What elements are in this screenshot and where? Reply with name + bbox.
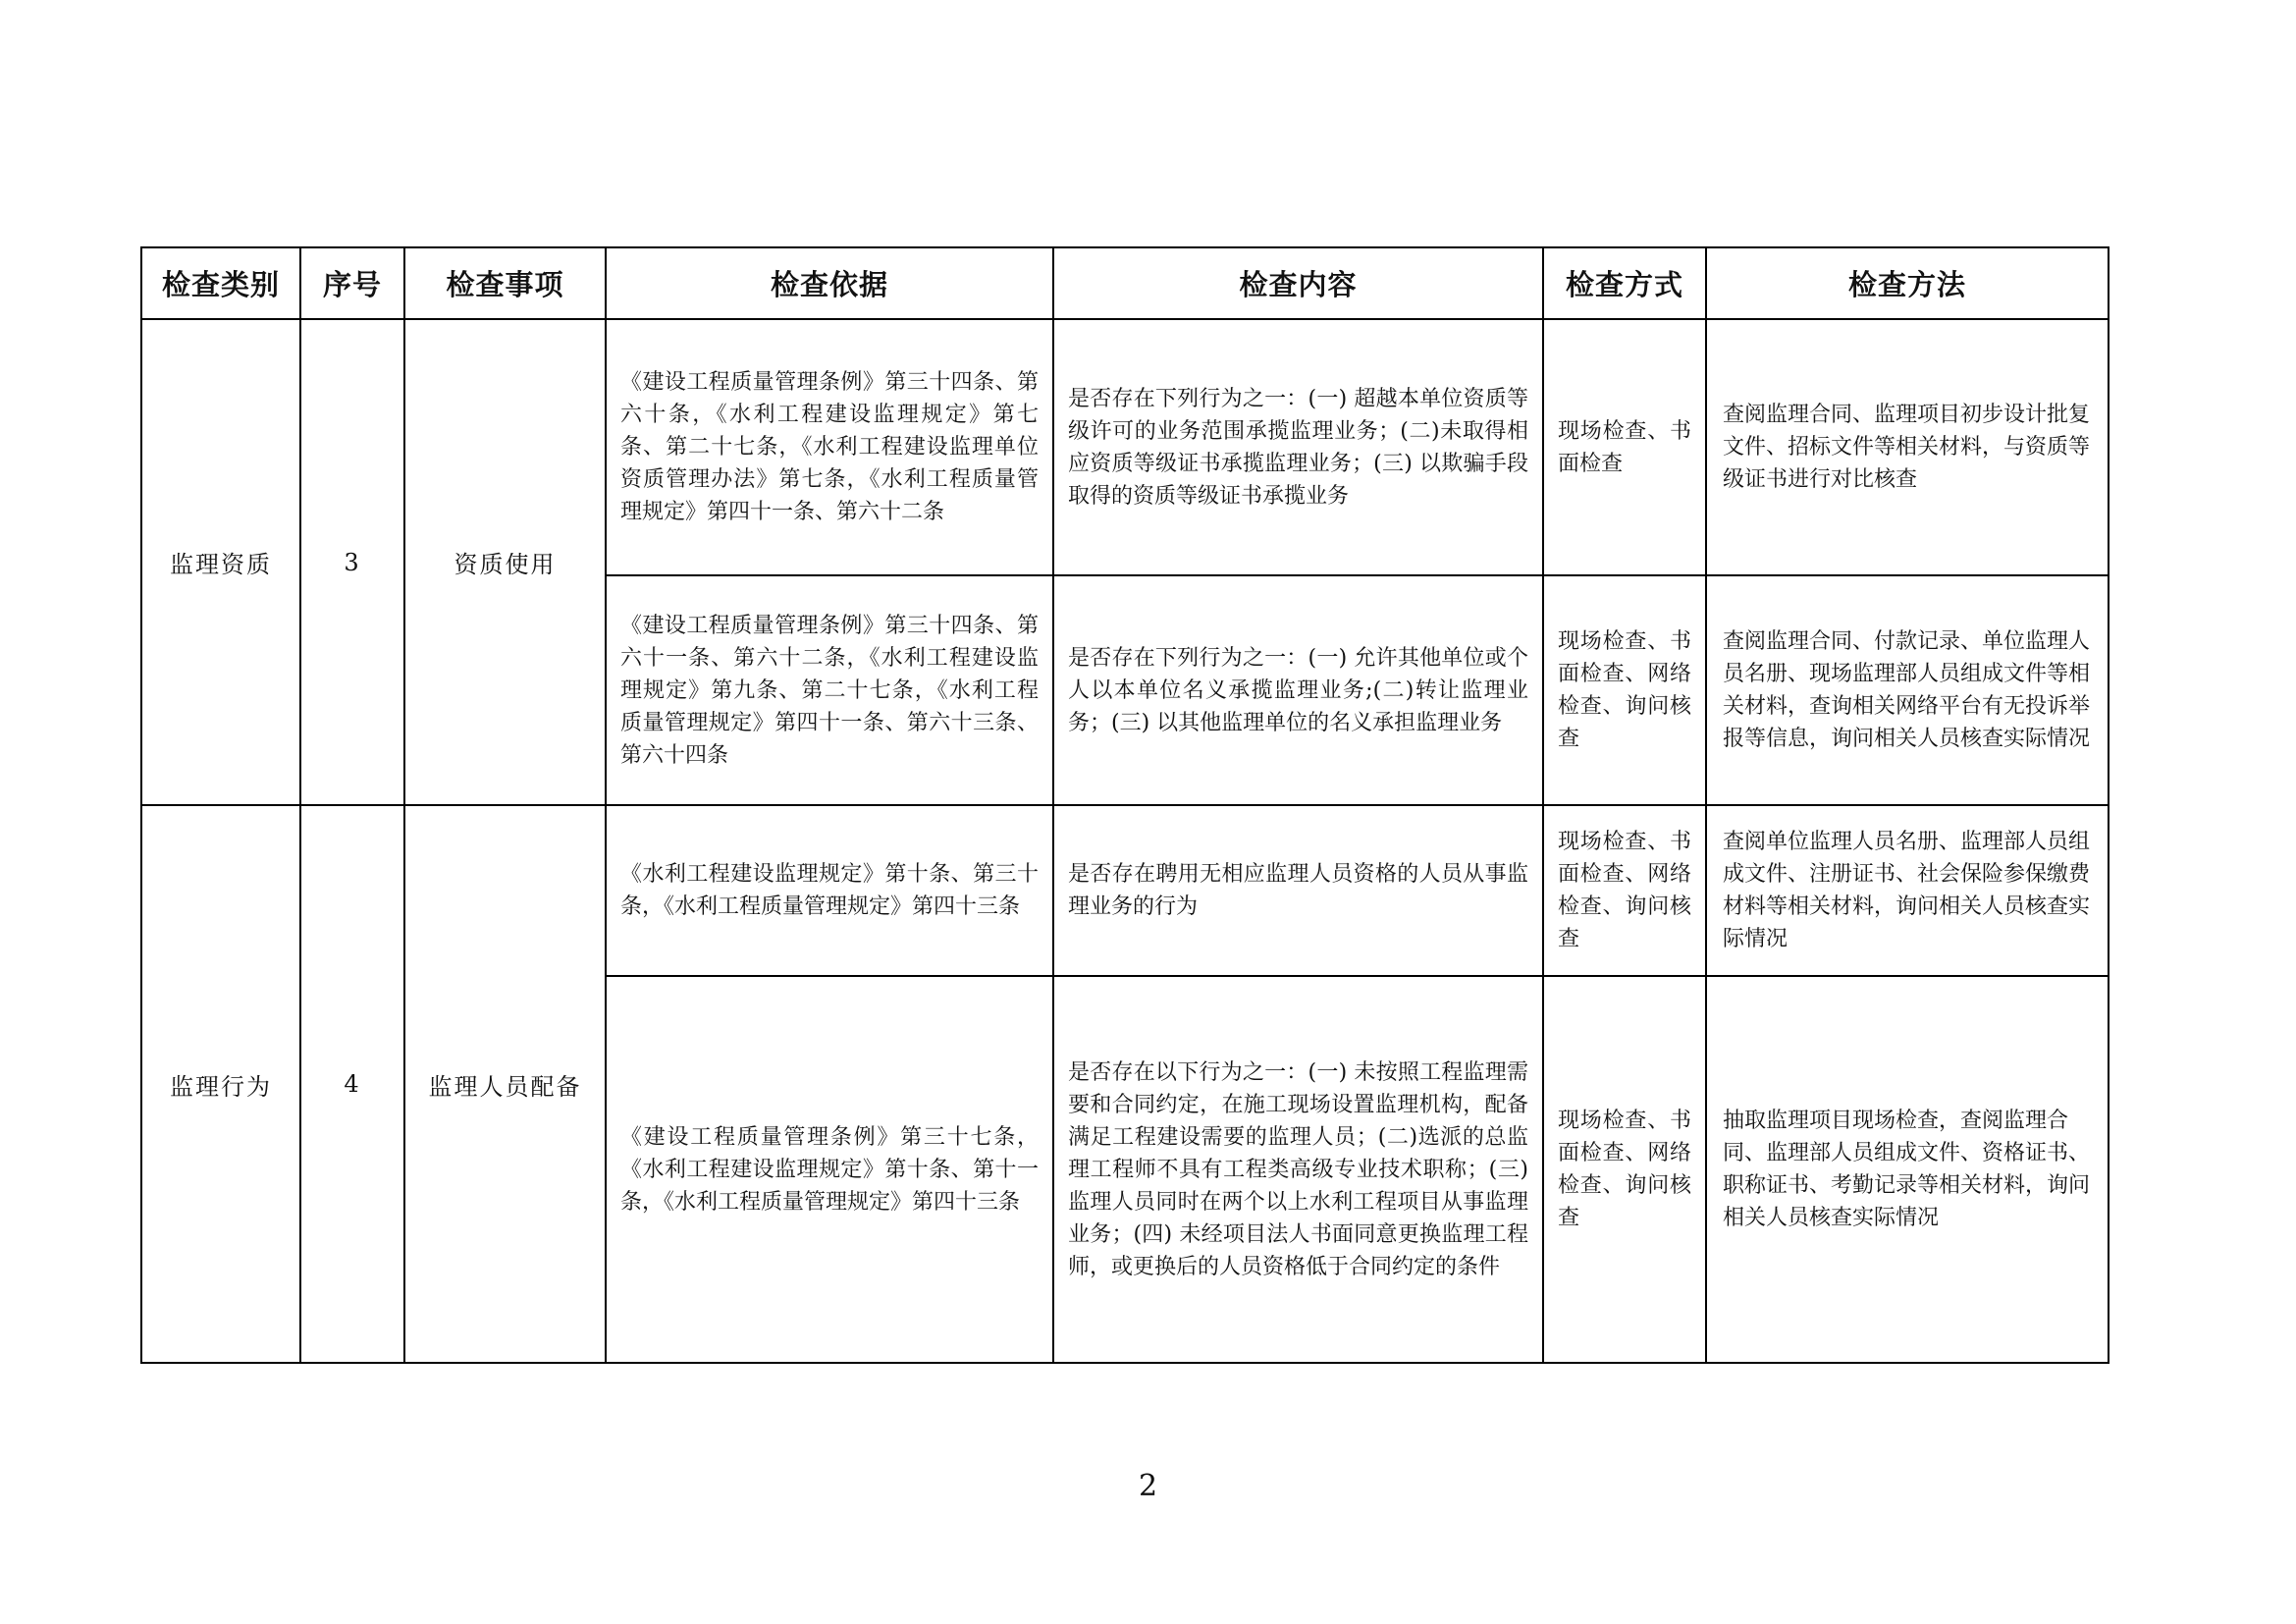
basis-cell: 《水利工程建设监理规定》第十条、第三十条，《水利工程质量管理规定》第四十三条 bbox=[606, 805, 1053, 976]
header-number: 序号 bbox=[300, 247, 404, 319]
mode-cell: 现场检查、书面检查、网络检查、询问核查 bbox=[1543, 805, 1706, 976]
basis-cell: 《建设工程质量管理条例》第三十四条、第六十条，《水利工程建设监理规定》第七条、第二十七条，《水利工程建设监理单位资质管理办法》第七条，《水利工程质量管理规定》第四十一条、第六十二条 bbox=[606, 319, 1053, 575]
mode-cell: 现场检查、书面检查、网络检查、询问核查 bbox=[1543, 976, 1706, 1363]
number-cell: 3 bbox=[300, 319, 404, 805]
content-cell: 是否存在聘用无相应监理人员资格的人员从事监理业务的行为 bbox=[1053, 805, 1543, 976]
header-basis: 检查依据 bbox=[606, 247, 1053, 319]
mode-cell: 现场检查、书面检查、网络检查、询问核查 bbox=[1543, 575, 1706, 805]
category-cell: 监理资质 bbox=[141, 319, 300, 805]
content-cell: 是否存在下列行为之一：(一) 超越本单位资质等级许可的业务范围承揽监理业务；(二)未取得相应资质等级证书承揽监理业务；(三) 以欺骗手段取得的资质等级证书承揽业务 bbox=[1053, 319, 1543, 575]
basis-cell: 《建设工程质量管理条例》第三十七条，《水利工程建设监理规定》第十条、第十一条，《水利工程质量管理规定》第四十三条 bbox=[606, 976, 1053, 1363]
header-item: 检查事项 bbox=[404, 247, 606, 319]
item-cell: 资质使用 bbox=[404, 319, 606, 805]
category-cell: 监理行为 bbox=[141, 805, 300, 1363]
mode-cell: 现场检查、书面检查 bbox=[1543, 319, 1706, 575]
header-category: 检查类别 bbox=[141, 247, 300, 319]
content-cell: 是否存在以下行为之一：(一) 未按照工程监理需要和合同约定，在施工现场设置监理机构，配备满足工程建设需要的监理人员；(二)选派的总监理工程师不具有工程类高级专业技术职称；(三) 监理人员同时在两个以上水利工程项目从事监理业务；(四) 未经项目法人书面同意更换监理工程师，或更换后的人员资格低于合同约定的条件 bbox=[1053, 976, 1543, 1363]
header-content: 检查内容 bbox=[1053, 247, 1543, 319]
basis-cell: 《建设工程质量管理条例》第三十四条、第六十一条、第六十二条，《水利工程建设监理规定》第九条、第二十七条，《水利工程质量管理规定》第四十一条、第六十三条、第六十四条 bbox=[606, 575, 1053, 805]
number-cell: 4 bbox=[300, 805, 404, 1363]
method-cell: 抽取监理项目现场检查，查阅监理合同、监理部人员组成文件、资格证书、职称证书、考勤记录等相关材料，询问相关人员核查实际情况 bbox=[1706, 976, 2109, 1363]
method-cell: 查阅单位监理人员名册、监理部人员组成文件、注册证书、社会保险参保缴费材料等相关材料，询问相关人员核查实际情况 bbox=[1706, 805, 2109, 976]
header-method: 检查方法 bbox=[1706, 247, 2109, 319]
method-cell: 查阅监理合同、监理项目初步设计批复文件、招标文件等相关材料，与资质等级证书进行对比核查 bbox=[1706, 319, 2109, 575]
content-cell: 是否存在下列行为之一：(一) 允许其他单位或个人以本单位名义承揽监理业务;(二)转让监理业务；(三) 以其他监理单位的名义承担监理业务 bbox=[1053, 575, 1543, 805]
table-row bbox=[141, 319, 2109, 575]
item-cell: 监理人员配备 bbox=[404, 805, 606, 1363]
header-mode: 检查方式 bbox=[1543, 247, 1706, 319]
inspection-table bbox=[140, 246, 2109, 1364]
method-cell: 查阅监理合同、付款记录、单位监理人员名册、现场监理部人员组成文件等相关材料，查询相关网络平台有无投诉举报等信息，询问相关人员核查实际情况 bbox=[1706, 575, 2109, 805]
header-row bbox=[141, 247, 2109, 319]
table-row bbox=[141, 805, 2109, 976]
page-number: 2 bbox=[1138, 1469, 1158, 1503]
